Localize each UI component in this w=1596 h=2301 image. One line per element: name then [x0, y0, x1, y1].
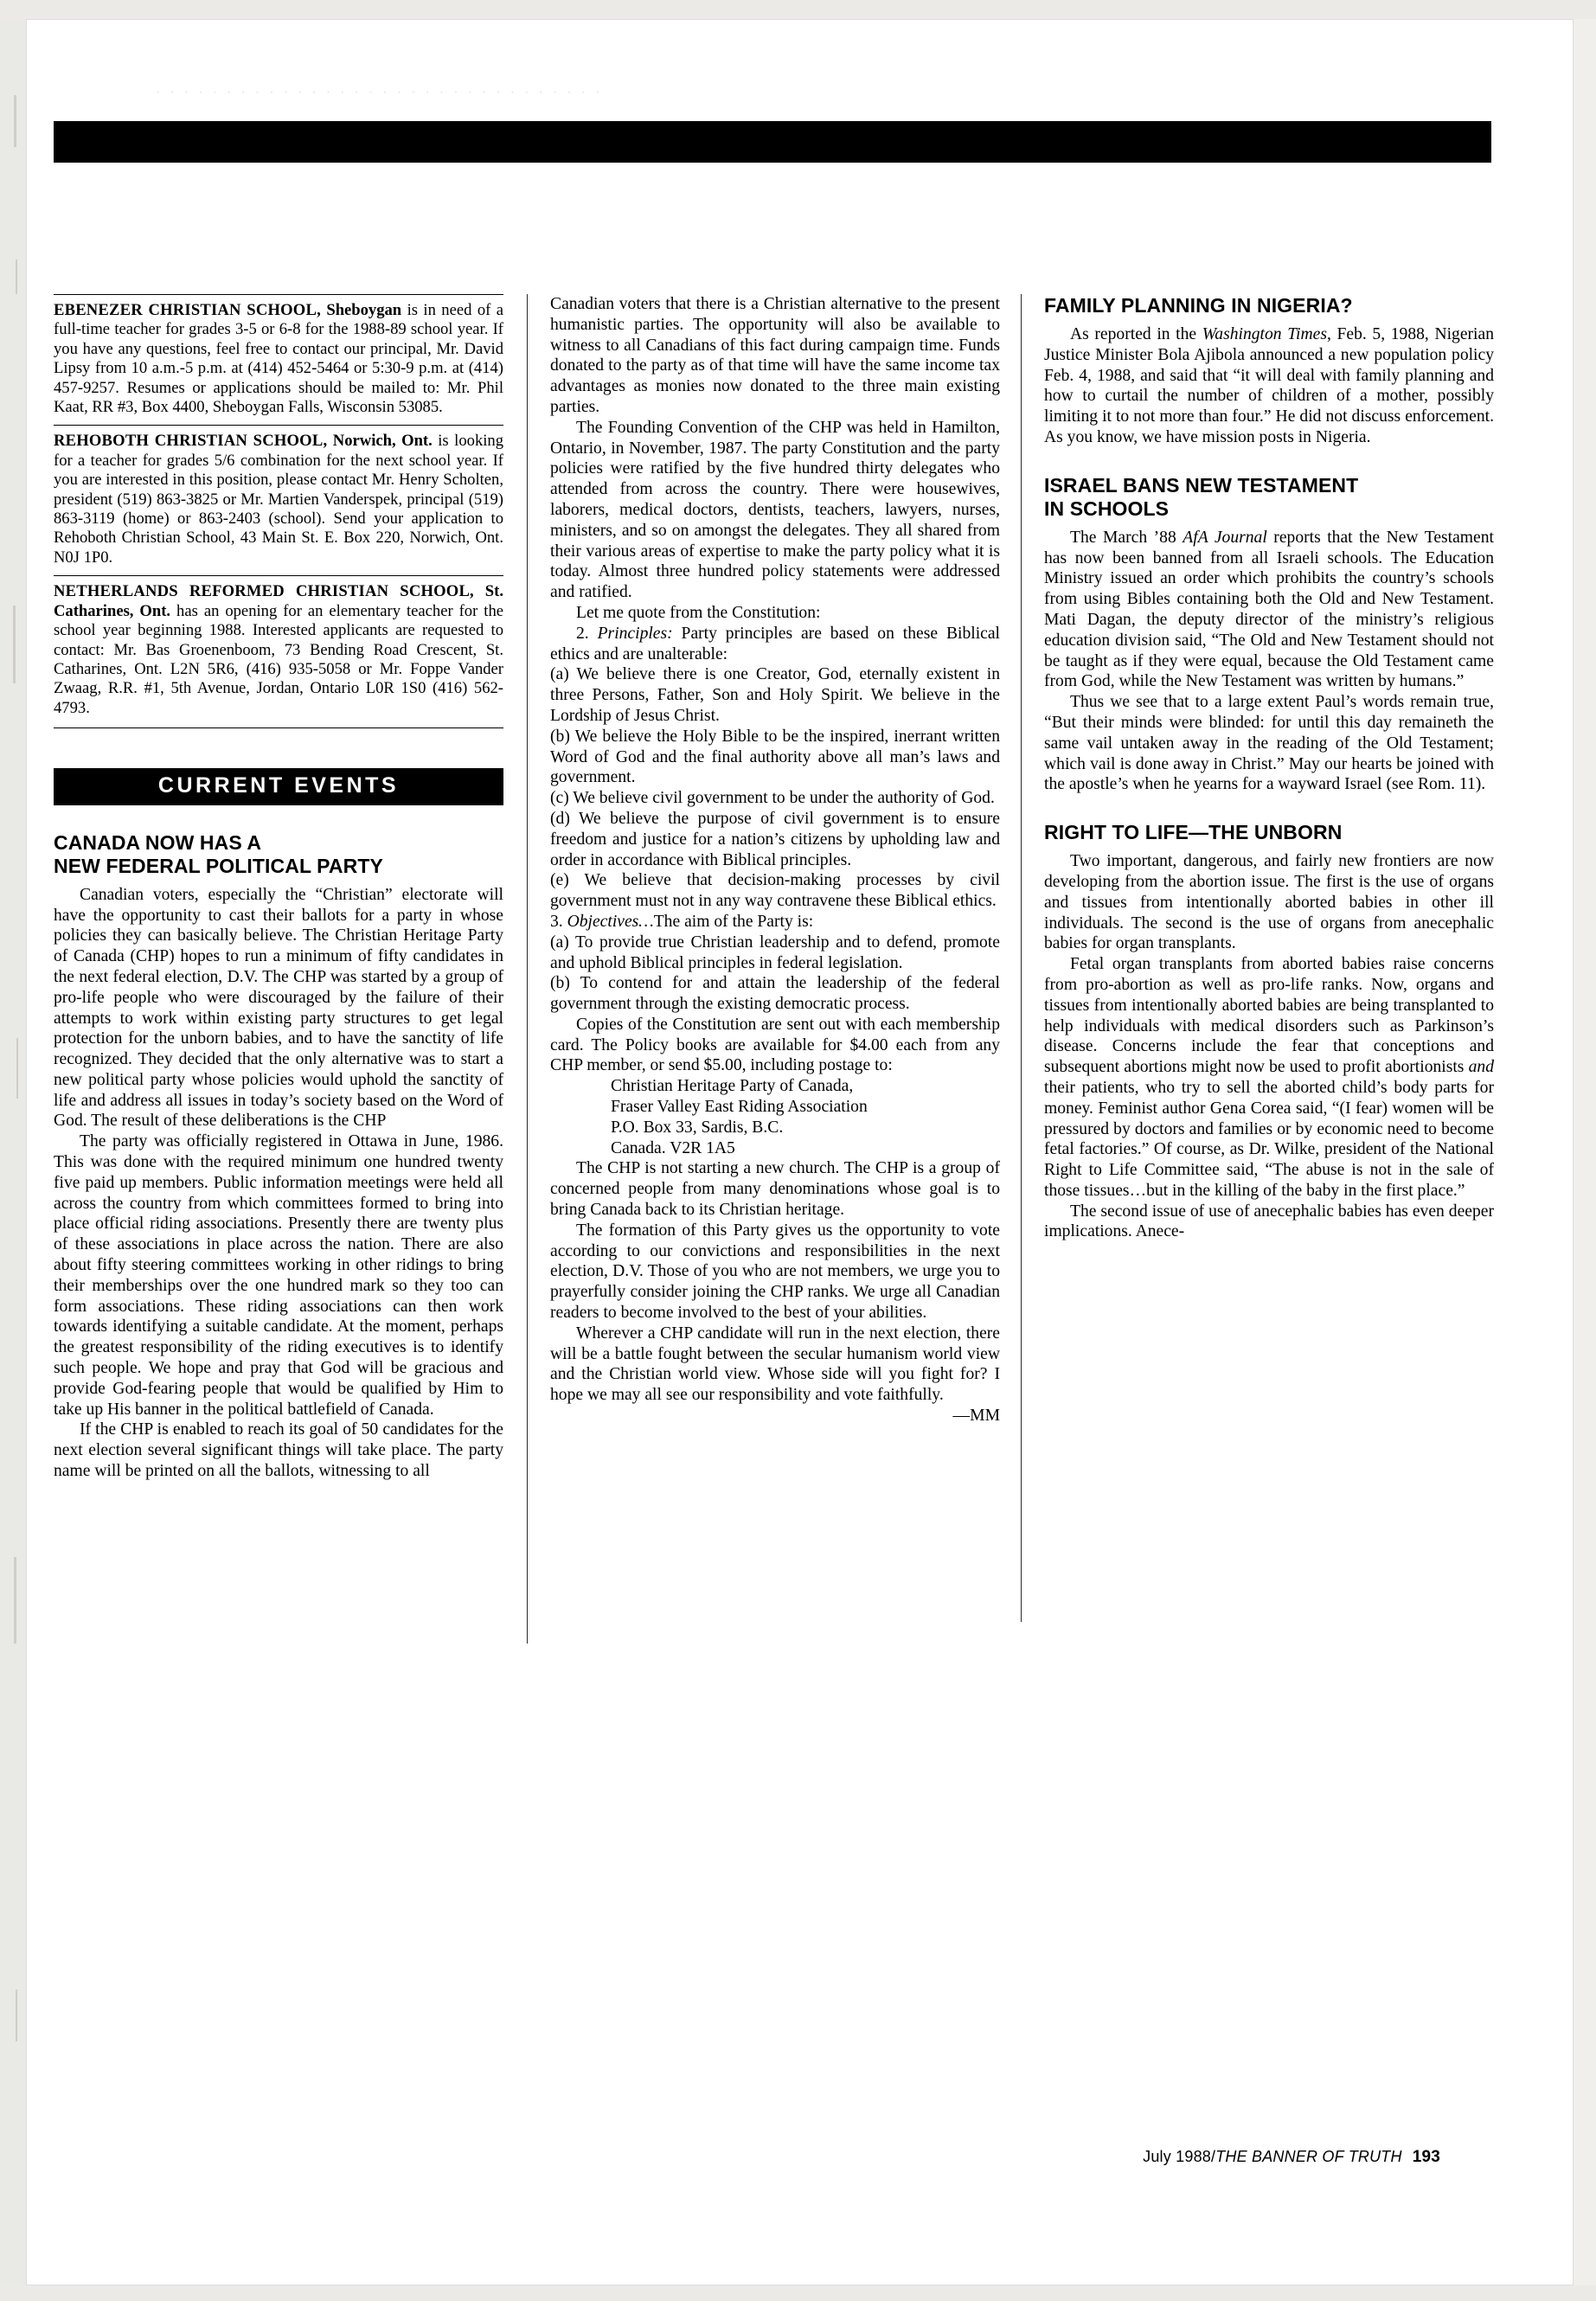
masthead-ghost-text: · · · · · · · · · · · · · · · · · · · · · · · · · · · · · · · · — [156, 83, 603, 99]
column-three — [1044, 294, 1494, 1242]
paragraph: Wherever a CHP candidate will run in the next election, there will be a battle fought between the secular humanism world view and the Christian world view. Whose side will you fight for? I hope we may all see our responsibility and vote faithfully. — [550, 1324, 1000, 1405]
publication-name: Washington Times — [1202, 325, 1327, 343]
paragraph — [1044, 324, 1494, 448]
constitution-point: (e) We believe that decision-making processes by civil government must not in any way contravene these Biblical ethics. — [550, 871, 1000, 911]
address-line: P.O. Box 33, Sardis, B.C. — [611, 1118, 784, 1137]
paragraph: Canadian voters, especially the “Christian” electorate will have the opportunity to cast their ballots for a party in whose policies they can basically believe. The Christian Heritage Party of Canada (CHP) hopes to run a minimum of fifty candidates in the next federal election, D.V. The CHP was started by a group of pro-life people who were discouraged by the failure of their attempts to work within existing party structures to get legal protection for the unborn babies, and to have the sanctity of life recognized. They decided that the only alternative was to start a new political party whose policies would uphold the sanctity of life and address all issues in today’s society based on the Word of God. The result of these deliberations is the CHP — [54, 885, 503, 1131]
scan-edge-top — [0, 0, 1596, 19]
item-title: Objectives… — [567, 912, 654, 931]
notice-bottom-rule — [54, 727, 503, 728]
objective-point: (a) To provide true Christian leadership and to defend, promote and uphold Biblical principles in federal legislation. — [550, 933, 1000, 972]
item-number: 2. — [576, 624, 598, 643]
article-headline-right-to-life: RIGHT TO LIFE—THE UNBORN — [1044, 821, 1343, 844]
scan-speckle — [16, 1038, 18, 1099]
constitution-point: (b) We believe the Holy Bible to be the inspired, inerrant written Word of God and the final authority above all man’s laws and government. — [550, 727, 1000, 787]
paragraph: Copies of the Constitution are sent out with each membership card. The Policy books are available for $4.00 each from any CHP member, or send $5.00, including postage to: — [550, 1015, 1000, 1075]
footer-page-number: 193 — [1412, 2148, 1440, 2166]
school-city: Sheboygan — [320, 301, 402, 319]
paragraph-pre: The March ’88 — [1070, 528, 1183, 547]
column-divider-2 — [1021, 294, 1022, 1622]
scan-speckle — [13, 606, 16, 683]
school-name: NETHERLANDS REFORMED CHRISTIAN SCHOOL, — [54, 582, 474, 601]
school-notice — [54, 425, 503, 575]
paragraph: Two important, dangerous, and fairly new frontiers are now developing from the abortion issue. The first is the use of organs and tissues from intentionally aborted babies in other ill individuals. The second is the use of organs from anecephalic babies for organ transplants. — [1044, 852, 1494, 953]
paragraph — [1044, 528, 1494, 692]
school-name: REHOBOTH CHRISTIAN SCHOOL, — [54, 432, 328, 451]
section-banner-current-events: CURRENT EVENTS — [54, 768, 503, 805]
paragraph — [1044, 954, 1494, 1202]
article-headline-nigeria: FAMILY PLANNING IN NIGERIA? — [1044, 294, 1353, 317]
footer-separator: / — [1211, 2148, 1216, 2165]
scan-speckle — [16, 260, 17, 294]
constitution-point: (c) We believe civil government to be under the authority of God. — [550, 789, 995, 808]
article-headline-israel — [1044, 474, 1494, 521]
publication-name: AfA Journal — [1183, 528, 1267, 547]
headline-line-1: CANADA NOW HAS A — [54, 830, 262, 854]
footer-date: July 1988 — [1143, 2148, 1211, 2165]
school-name: EBENEZER CHRISTIAN SCHOOL, — [54, 301, 321, 319]
scan-edge-right — [1574, 0, 1596, 2301]
constitution-item-3 — [550, 912, 1000, 933]
headline-line-2: IN SCHOOLS — [1044, 497, 1170, 520]
paragraph-pre: As reported in the — [1070, 325, 1202, 343]
school-notice-text: is looking for a teacher for grades 5/6 combination for the next school year. If you are interested in this position, please contact Mr. Henry Scholten, president (519) 863-3825 or Mr. Martien Vanderspek, principal (519) 863-3119 (home) or 863-2403 (school). Send your application to Rehoboth Christian School, 43 Main St. E. Box 220, Norwich, Ont. N0J 1P0. — [54, 432, 503, 567]
school-city: St. Catharines, Ont. — [54, 582, 503, 620]
scan-speckle — [14, 95, 16, 147]
constitution-item-2 — [550, 624, 1000, 665]
paragraph: The Founding Convention of the CHP was held in Hamilton, Ontario, in November, 1987. The party Constitution and the party policies were ratified by the five hundred thirty delegates who attended from across the country. There were housewives, laborers, medical doctors, dentists, teachers, lawyers, nurses, ministers, and so on amongst the delegates. They all shared from their various areas of expertise to make the party policy what it is today. Almost three hundred policy statements were addressed and ratified. — [550, 418, 1000, 602]
article-headline-canada — [54, 831, 503, 878]
school-notice-text: is in need of a full-time teacher for grades 3-5 or 6-8 for the 1988-89 school year. If you have any questions, feel free to contact our principal, Mr. David Lipsy from 10 a.m.-5 p.m. at (414) 452-5464 or 5:30-9 p.m. at (414) 457-9257. Resumes or applications should be mailed to: Mr. Phil Kaat, RR #3, Box 4400, Sheboygan Falls, Wisconsin 53085. — [54, 301, 503, 417]
scan-speckle — [16, 1990, 17, 2041]
paragraph: If the CHP is enabled to reach its goal of 50 candidates for the next election several significant things will take place. The party name will be printed on all the ballots, witnessing to all — [54, 1420, 503, 1481]
scan-edge-left — [0, 0, 26, 2301]
headline-line-2: NEW FEDERAL POLITICAL PARTY — [54, 854, 383, 877]
footer-publication-title: THE BANNER OF TRUTH — [1215, 2148, 1402, 2165]
constitution-point: (a) We believe there is one Creator, God, eternally existent in three Persons, Father, Son and Holy Spirit. We believe in the Lordship of Jesus Christ. — [550, 665, 1000, 725]
page-footer — [990, 2148, 1440, 2167]
column-one — [54, 294, 503, 1482]
paragraph: The second issue of use of anecephalic babies has even deeper implications. Anece- — [1044, 1202, 1494, 1241]
paragraph: Thus we see that to a large extent Paul’s words remain true, “But their minds were blinded: for until this day remaineth the same vail untaken away in the reading of the Old Testament; which vail is done away in Christ.” May our hearts be joined with the apostle’s when he yearns for a wayward Israel (see Rom. 11). — [1044, 693, 1494, 794]
paragraph-post: their patients, who try to sell the aborted child’s body parts for money. Feminist author Gena Corea said, “(I fear) women will be pressured by doctors and families or by economic need to become fetal factories.” Of course, as Dr. Wilke, president of the National Right to Life Committee said, “The abuse is not in the sale of those tissues…but in the killing of the baby in the first place.” — [1044, 1078, 1494, 1200]
address-line: Canada. V2R 1A5 — [611, 1138, 735, 1157]
address-line: Christian Heritage Party of Canada, — [611, 1077, 854, 1096]
paragraph: Canadian voters that there is a Christian alternative to the present humanistic parties. The opportunity will also be available to witness to all Canadians of this fact during campaign time. Funds donated to the party as of that time will have the same income tax advantages as monies now donated to the three main existing parties. — [550, 295, 1000, 416]
column-divider-1 — [527, 294, 528, 1644]
headline-line-1: ISRAEL BANS NEW TESTAMENT — [1044, 473, 1359, 497]
objective-point: (b) To contend for and attain the leadership of the federal government through the existing democratic process. — [550, 974, 1000, 1014]
paragraph-pre: Fetal organ transplants from aborted babies raise concerns from pro-abortion as well as pro-life ranks. Now, organs and tissues from intentionally aborted babies are being transplanted to help individuals with medical disorders such as Parkinson’s disease. Concerns include the fear that conceptions and subsequent abortions might now be used to profit abortionists — [1044, 955, 1494, 1077]
scan-speckle — [14, 1557, 16, 1644]
column-two — [550, 294, 1000, 1443]
article-columns — [54, 294, 1494, 2180]
school-notice — [54, 575, 503, 726]
paragraph: The formation of this Party gives us the opportunity to vote according to our convictions and responsibilities in the next election, D.V. Those of you who are not members, we urge you to prayerfully consider joining the CHP ranks. We urge all Canadian readers to become involved to the best of your abilities. — [550, 1221, 1000, 1323]
article-signature: —MM — [952, 1407, 1000, 1426]
item-title: Principles: — [597, 624, 673, 643]
paragraph: The CHP is not starting a new church. The CHP is a group of concerned people from many denominations whose goal is to bring Canada back to its Christian heritage. — [550, 1159, 1000, 1220]
address-line: Fraser Valley East Riding Association — [611, 1098, 868, 1117]
constitution-point: (d) We believe the purpose of civil government is to ensure freedom and justice for a nation’s citizens by upholding law and order in accordance with Biblical principles. — [550, 809, 1000, 869]
paragraph-post: reports that the New Testament has now been banned from all Israeli schools. The Education Ministry issued an order which prohibits the country’s schools from using Bibles containing both the Old and New Testament. Mati Dagan, the deputy director of the ministry’s religious education division said, “The Old and New Testament should not be taught as if they were equal, because the Old Testament came from God, while the New Testament was written by humans.” — [1044, 528, 1494, 691]
school-notice — [54, 294, 503, 425]
item-text: The aim of the Party is: — [653, 912, 814, 931]
paragraph: Let me quote from the Constitution: — [576, 603, 821, 622]
masthead-black-bar — [54, 121, 1491, 163]
paragraph: The party was officially registered in Ottawa in June, 1986. This was done with the required minimum one hundred twenty five paid up members. Public information meetings were held all across the country from which committees formed to bring into place official riding associations. Presently there are twenty plus of these associations in place across the nation. There are also about fifty steering committees working in other ridings to bring their memberships over the one hundred mark so they too can form associations. These riding associations can then work towards identifying a suitable candidate. At the moment, perhaps the greatest responsibility of the riding executives is to identify such people. We hope and pray that God will be gracious and provide God-fearing people that would be qualified by Him to take up His banner in the political battlefield of Canada. — [54, 1132, 503, 1419]
school-city: Norwich, Ont. — [327, 432, 433, 451]
paragraph-post: , Feb. 5, 1988, Nigerian Justice Minister Bola Ajibola announced a new population policy Feb. 4, 1988, and said that “it will deal with family planning and how to curtail the number of children of a mother, possibly limiting it to not more than four.” He did not discuss enforcement. As you know, we have mission posts in Nigeria. — [1044, 325, 1494, 446]
school-notice-text: has an opening for an elementary teacher for the school year beginning 1988. Interested applicants are requested to contact: Mr. Bas Groenenboom, 73 Bending Road Crescent, St. Catharines, Ont. L2N 5R6, (416) 935-5058 or Mr. Foppe Vander Zwaag, R.R. #1, 5th Avenue, Jordan, Ontario L0R 1S0 (416) 562-4793. — [54, 601, 503, 717]
item-text: Party principles are based on these Biblical ethics and are unalterable: — [550, 624, 1000, 663]
item-number: 3. — [550, 912, 567, 931]
scan-edge-bottom — [0, 2285, 1596, 2301]
emphasis-word: and — [1468, 1058, 1494, 1077]
